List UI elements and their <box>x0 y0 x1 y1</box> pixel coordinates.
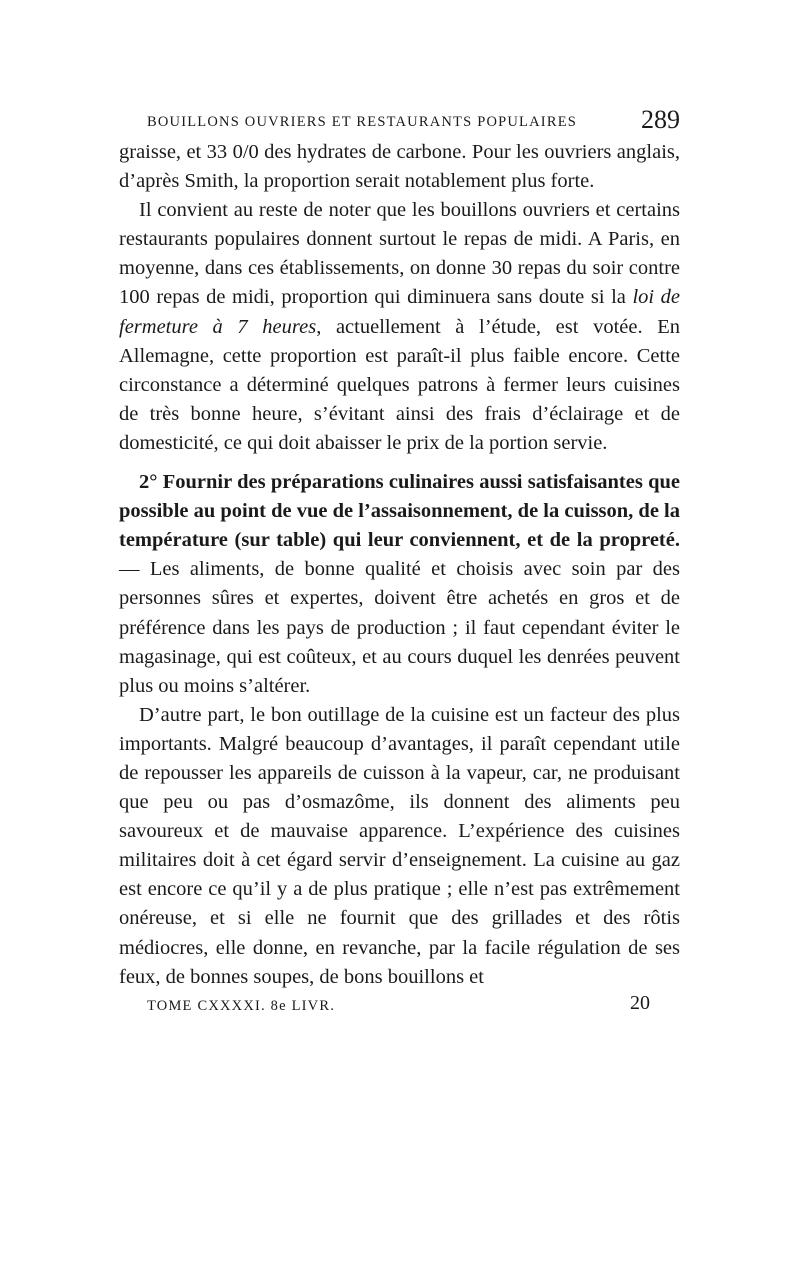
paragraph-4 <box>119 701 680 992</box>
section-gap <box>119 458 680 468</box>
running-head <box>119 104 680 138</box>
paragraph-1 <box>119 138 680 196</box>
page-number: 289 <box>641 105 680 134</box>
book-page <box>119 104 680 1022</box>
paragraph-3-text: — Les aliments, de bonne qualité et choisis avec soin par des personnes sûres et expertes, doivent être achetés en gros et de préférence dans les pays de production ; il faut cependant éviter le magasinage, qui est coûteux, et au cours duquel les denrées peuvent plus ou moins s’altérer. <box>119 558 680 697</box>
running-head-title: BOUILLONS OUVRIERS ET RESTAURANTS POPULAIRES <box>147 114 578 130</box>
footer-signature: TOME CXXXXI. 8e LIVR. <box>147 997 336 1014</box>
paragraph-2-text-end: , actuellement à l’étude, est votée. En Allemagne, cette proportion est paraît-il plus faible encore. Cette circonstance a déterminé quelques patrons à fermer leurs cuisines de très bonne heure, s’évitant ainsi des frais d’éclairage et de domesticité, ce qui doit abaisser le prix de la portion servie. <box>119 315 680 454</box>
paragraph-2 <box>119 196 680 458</box>
paragraph-3 <box>119 468 680 701</box>
paragraph-3-heading: 2° Fournir des préparations culinaires aussi satisfaisantes que possible au point de vue de l’assaisonnement, de la cuisson, de la température (sur table) qui leur conviennent, et de la propreté. <box>119 471 680 552</box>
paragraph-2-text-start: Il convient au reste de noter que les bouillons ouvriers et certains restaurants populaires donnent surtout le repas de midi. A Paris, en moyenne, dans ces établissements, on donne 30 repas du soir contre 100 repas de midi, proportion qui diminuera sans doute si la <box>119 199 680 309</box>
paragraph-1-text: graisse, et 33 0/0 des hydrates de carbone. Pour les ouvriers anglais, d’après Smith, la proportion serait notablement plus forte. <box>119 141 680 193</box>
footer-sheet-number: 20 <box>630 991 650 1014</box>
page-footer <box>119 992 680 1022</box>
paragraph-4-text: D’autre part, le bon outillage de la cuisine est un facteur des plus importants. Malgré beaucoup d’avantages, il paraît cependant utile de repousser les appareils de cuisson à la vapeur, car, ne produisant que peu ou pas d’osmazôme, ils donnent des aliments peu savoureux et de mauvaise apparence. L’expérience des cuisines militaires doit à cet égard servir d’enseignement. La cuisine au gaz est encore ce qu’il y a de plus pratique ; elle n’est pas extrêmement onéreuse, et si elle ne fournit que des grillades et des rôtis médiocres, elle donne, en revanche, par la facile régulation de ses feux, de bonnes soupes, de bons bouillons et <box>119 703 680 988</box>
body-text <box>119 138 680 992</box>
paragraph-2-italic-law: loi de fermeture à 7 heures <box>119 286 680 338</box>
